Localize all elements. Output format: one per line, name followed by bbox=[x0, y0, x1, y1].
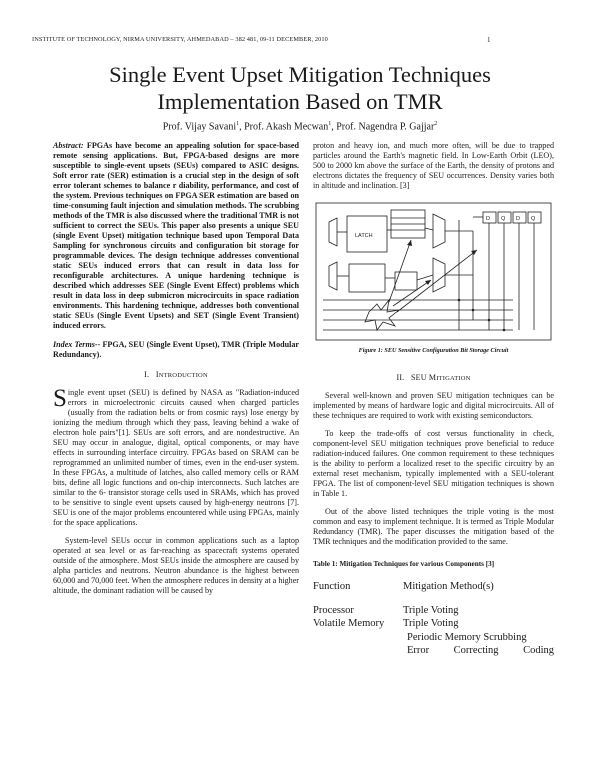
abstract-label: Abstract: bbox=[53, 141, 84, 150]
table-word: Correcting bbox=[453, 645, 499, 656]
section-heading-introduction bbox=[53, 370, 299, 381]
intro-paragraph-1-text: ingle event upset (SEU) is defined by NASA as "Radiation-induced errors in microelectronic circuits caused when charged particles (usually from the radiation belts or from cosmic rays) lose energy by ionizing the medium through which they pass, leaving behind a wake of electron hole pairs"[1]. SEUs are soft errors, and are nondestructive. An SEU may occur in analogue, digital, optical components, or may have effects in surrounding interface circuitry. FPGAs based on SRAM can be reprogrammed an unlimited number of times, even in the end-user system. In these FPGAs, a multitude of latches, also called memory cells or RAM bits, define all logic functions and on-chip interconnects. Such latches are similar to the 6- transistor storage cells used in SRAMs, which has proved to be sensitive to single event upsets caused by high-energy neutrons [7]. SEU is one of the major problems encountered while using FPGAs, mainly for the space applications. bbox=[53, 388, 299, 527]
table-header-method: Mitigation Method(s) bbox=[403, 581, 494, 592]
section-title-rest: ITIGATION bbox=[436, 375, 471, 382]
author-3: , Prof. Nagendra P. Gajjar bbox=[331, 121, 435, 133]
table-cell bbox=[403, 644, 554, 658]
drop-cap: S bbox=[53, 385, 67, 412]
left-column bbox=[53, 141, 299, 596]
abstract bbox=[53, 141, 299, 331]
register-lower bbox=[349, 264, 385, 292]
paper-title bbox=[40, 61, 560, 115]
section-title-first: SEU M bbox=[411, 373, 437, 382]
author-2: , Prof. Akash Mecwan bbox=[239, 121, 329, 133]
right-column bbox=[313, 141, 554, 658]
table-row bbox=[313, 617, 554, 631]
index-terms-text: -- FPGA, SEU (Single Event Upset), TMR (Triple Modular Redundancy). bbox=[53, 340, 300, 359]
abstract-text: FPGAs have become an appealing solution for space-based remote sensing applications. But, FPGA-based designs are more susceptible to single-event upsets (SEUs) compared to ASIC designs. Soft error rate (SER) estimation is a crucial step in the design of soft error tolerant schemes to balance r diability, performance, and cost of the system. Previous techniques on FPGA SER estimation are based on time-consuming fault injection and simulation methods. The scrubbing methods of the TMR is also discussed where the traditional TMR is not sufficient to correct the SEUs. This paper also presents a unique SEU (single Event Upset) mitigation technique based upon Temporal Data Sampling for synchronous circuits and configuration bit storage for programmable devices. The design technique addresses conventional static SEUs induced errors that can result in data loss for reconfigurable architectures. A unique hardening technique is described which addresses SEE (Single Event Effect) problems which result in data loss in deep submicron microcircuits in space radiation environments. This hardening technique, addresses both conventional static SEUs (Single Event Upsets) and SET (Single Event Transient) induced errors. bbox=[53, 141, 299, 330]
table-row bbox=[313, 644, 554, 658]
mux-middle-2 bbox=[433, 258, 445, 292]
table-row bbox=[313, 604, 554, 618]
dq-label-4: Q bbox=[531, 216, 536, 222]
table-row bbox=[313, 631, 554, 645]
page-number: 1 bbox=[487, 36, 491, 44]
index-terms bbox=[53, 340, 299, 360]
figure-frame bbox=[316, 203, 551, 340]
particle-strike-burst bbox=[365, 300, 399, 330]
mitigation-table bbox=[313, 580, 554, 658]
author-1-affil: 1 bbox=[236, 121, 240, 127]
table-cell: Triple Voting bbox=[403, 618, 459, 629]
section-title-rest: NTRODUCTION bbox=[158, 372, 208, 379]
mux-left-2 bbox=[329, 262, 337, 290]
mitigation-paragraph-1: Several well-known and proven SEU mitigation techniques can be implemented by means of hardware logic and digital microcircuits. All of these techniques are required to work with existing semiconductors. bbox=[313, 391, 554, 420]
dq-label-3: D bbox=[516, 216, 520, 222]
section-number: I. bbox=[144, 370, 150, 379]
intro-paragraph-3: proton and heavy ion, and much more often, will be due to trapped particles around the Earth's magnetic field. In Low-Earth Orbit (LEO), 500 to 2000 km above the surface of the Earth, the density of protons and electrons dictates the frequency of SEU occurrences. Density varies both in altitude and inclination. [3] bbox=[313, 141, 554, 190]
mux-left-1 bbox=[329, 218, 337, 246]
table-word: Error bbox=[407, 645, 430, 656]
table-caption: Table 1: Mitigation Techniques for various Components [3] bbox=[313, 560, 495, 568]
title-line-1: Single Event Upset Mitigation Techniques bbox=[109, 62, 491, 87]
dq-label-2: Q bbox=[501, 216, 506, 222]
mitigation-paragraph-3: Out of the above listed techniques the triple voting is the most common and easy to implement technique. It is termed as Triple Modular Redundancy (TMR). The paper discusses the mitigation based of the TMR techniques and the modification provided to the same. bbox=[313, 507, 554, 546]
table-cell: Processor bbox=[313, 604, 354, 616]
table-header-function: Function bbox=[313, 581, 351, 592]
intro-paragraph-2: System-level SEUs occur in common applications such as a laptop operated at sea level or as far-reaching as spacecraft systems operated outside of the atmosphere. Most SEUs inside the atmosphere are caused by alpha particles and neutrons. Neutron abundance is the highest between 60,000 and 70,000 feet. When the atmosphere reduces in density at a higher altitude, the dominant radiation will be caused by bbox=[53, 536, 299, 595]
running-header: INSTITUTE OF TECHNOLOGY, NIRMA UNIVERSITY, AHMEDABAD – 382 481, 09-11 DECEMBER, 2010 bbox=[32, 36, 328, 43]
dq-label-1: D bbox=[486, 216, 490, 222]
table-header-row bbox=[313, 580, 554, 594]
author-2-affil: 1 bbox=[328, 121, 332, 127]
mitigation-paragraph-2: To keep the trade-offs of cost versus functionality in check, component-level SEU mitigation techniques prove beneficial to reduce radiation-induced failures. One common requirement to these techniques is the ability to perform a localized reset to the specific circuitry by an external reset mechanism, typically implemented with a SEU-tolerant FPGA. The list of component-level SEU mitigation techniques is shown in Table 1. bbox=[313, 429, 554, 498]
figure-1 bbox=[313, 200, 554, 343]
table-cell: Periodic Memory Scrubbing bbox=[407, 631, 527, 643]
table-cell: Triple Voting bbox=[403, 604, 459, 616]
latch-label: LATCH bbox=[355, 233, 373, 239]
author-3-affil: 2 bbox=[434, 121, 438, 127]
author-1: Prof. Vijay Savani bbox=[162, 121, 237, 133]
table-word: Coding bbox=[523, 645, 554, 656]
circuit-diagram bbox=[313, 200, 554, 343]
section-heading-mitigation bbox=[313, 373, 554, 384]
index-terms-label: Index Terms bbox=[53, 340, 95, 349]
section-number: II. bbox=[396, 373, 405, 382]
table-cell: Volatile Memory bbox=[313, 618, 385, 629]
section-title-first: I bbox=[155, 370, 159, 379]
mux-middle-1 bbox=[433, 214, 445, 248]
title-line-2: Implementation Based on TMR bbox=[157, 89, 443, 114]
intro-paragraph-1 bbox=[53, 385, 299, 528]
figure-caption: Figure 1: SEU Sensitive Configuration Bit Storage Circuit bbox=[358, 347, 509, 354]
author-list bbox=[40, 121, 560, 132]
